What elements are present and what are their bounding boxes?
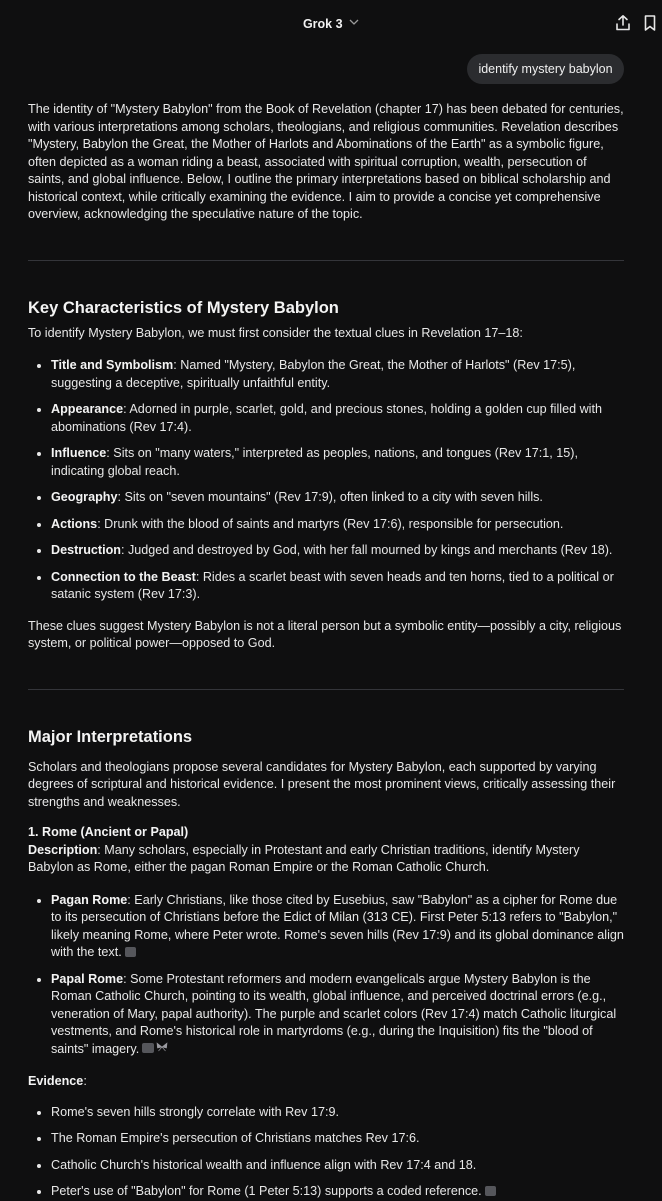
- assistant-response: [28, 101, 624, 1201]
- section-lead: To identify Mystery Babylon, we must first consider the textual clues in Revelation 17–18:: [28, 325, 523, 340]
- section-heading-key-characteristics: Key Characteristics of Mystery Babylon: [28, 298, 339, 317]
- evidence-label: Evidence:: [28, 1074, 87, 1089]
- model-selector[interactable]: [0, 16, 662, 34]
- list-item: • Connection to the Beast: Rides a scarlet beast with seven heads and ten horns, tied to a political or satanic system (Rev 17:3).: [51, 569, 624, 604]
- subsection-title: 1. Rome (Ancient or Papal): [28, 825, 189, 839]
- share-icon[interactable]: [614, 14, 632, 32]
- list-item: • Catholic Church's historical wealth and influence align with Rev 17:4 and 18.: [51, 1157, 624, 1175]
- description-paragraph: Description: Many scholars, especially in Protestant and early Christian traditions, identify Mystery Babylon as Rome, either the pagan Roman Empire or the Roman Catholic Church.: [28, 842, 580, 874]
- list-item: • Pagan Rome: Early Christians, like those cited by Eusebius, saw "Babylon" as a cipher for Rome due to its persecution of Christians before the Edict of Milan (313 CE). First Peter 5:13 refers to "Babylon," likely meaning Rome, where Peter wrote. Rome's seven hills (Rev 17:9) and its global dominance align with the text.: [51, 892, 624, 962]
- list-item: • Title and Symbolism: Named "Mystery, Babylon the Great, the Mother of Harlots" (Rev 17:5), suggesting a deceptive, spiritually unfaithful entity.: [51, 357, 624, 392]
- top-bar: [0, 0, 662, 46]
- list-item: • Appearance: Adorned in purple, scarlet, gold, and precious stones, holding a golden cup filled with abominations (Rev 17:4).: [51, 401, 624, 436]
- intro-paragraph: The identity of "Mystery Babylon" from the Book of Revelation (chapter 17) has been debated for centuries, with various interpretations among scholars, theologians, and religious communities. Revelation describes "Mystery, Babylon the Great, the Mother of Harlots and Abominations of the Earth" as a symbolic figure, often depicted as a woman riding a beast, associated with spiritual corruption, wealth, persecution of saints, and global influence. Below, I outline the primary interpretations based on biblical scholarship and historical context, while critically examining the evidence. I aim to provide a concise yet comprehensive overview, acknowledging the speculative nature of the topic.: [28, 102, 624, 221]
- section-lead: Scholars and theologians propose several candidates for Mystery Babylon, each supported by varying degrees of scriptural and historical evidence. I present the most prominent views, critically assessing their strengths and weaknesses.: [28, 759, 616, 809]
- chevron-down-icon: [349, 14, 359, 32]
- divider: [28, 689, 624, 690]
- divider: [28, 260, 624, 261]
- views-list: [28, 892, 624, 1059]
- citation-icon[interactable]: [125, 947, 136, 957]
- list-item: • Papal Rome: Some Protestant reformers and modern evangelicals argue Mystery Babylon is the Roman Catholic Church, pointing to its wealth, global influence, and perceived doctrinal errors (e.g., veneration of Mary, papal authority). The purple and scarlet colors (Rev 17:4) match Catholic liturgical vestments, and Rome's historical role in martyrdoms (e.g., during the Inquisition) fits the "blood of saints" imagery.: [51, 971, 624, 1059]
- citation-icon[interactable]: [142, 1043, 154, 1053]
- list-item: • Peter's use of "Babylon" for Rome (1 Peter 5:13) supports a coded reference.: [51, 1183, 624, 1201]
- list-item: • Rome's seven hills strongly correlate with Rev 17:9.: [51, 1104, 624, 1122]
- list-item: • The Roman Empire's persecution of Christians matches Rev 17:6.: [51, 1130, 624, 1148]
- list-item: • Geography: Sits on "seven mountains" (Rev 17:9), often linked to a city with seven hills.: [51, 489, 624, 507]
- model-name: Grok 3: [302, 17, 343, 31]
- butterfly-icon[interactable]: [156, 1040, 168, 1058]
- evidence-list: [28, 1104, 624, 1201]
- section-closing: These clues suggest Mystery Babylon is not a literal person but a symbolic entity—possibly a city, religious system, or political power—opposed to God.: [28, 618, 622, 650]
- user-message-bubble: identify mystery babylon: [467, 54, 624, 84]
- characteristics-list: [28, 357, 624, 604]
- list-item: • Influence: Sits on "many waters," interpreted as peoples, nations, and tongues (Rev 17:1, 15), indicating global reach.: [51, 445, 624, 480]
- list-item: • Destruction: Judged and destroyed by God, with her fall mourned by kings and merchants (Rev 18).: [51, 542, 624, 560]
- list-item: • Actions: Drunk with the blood of saints and martyrs (Rev 17:6), responsible for persecution.: [51, 516, 624, 534]
- bookmark-icon[interactable]: [642, 14, 658, 32]
- citation-icon[interactable]: [485, 1186, 496, 1196]
- section-heading-major-interpretations: Major Interpretations: [28, 727, 193, 746]
